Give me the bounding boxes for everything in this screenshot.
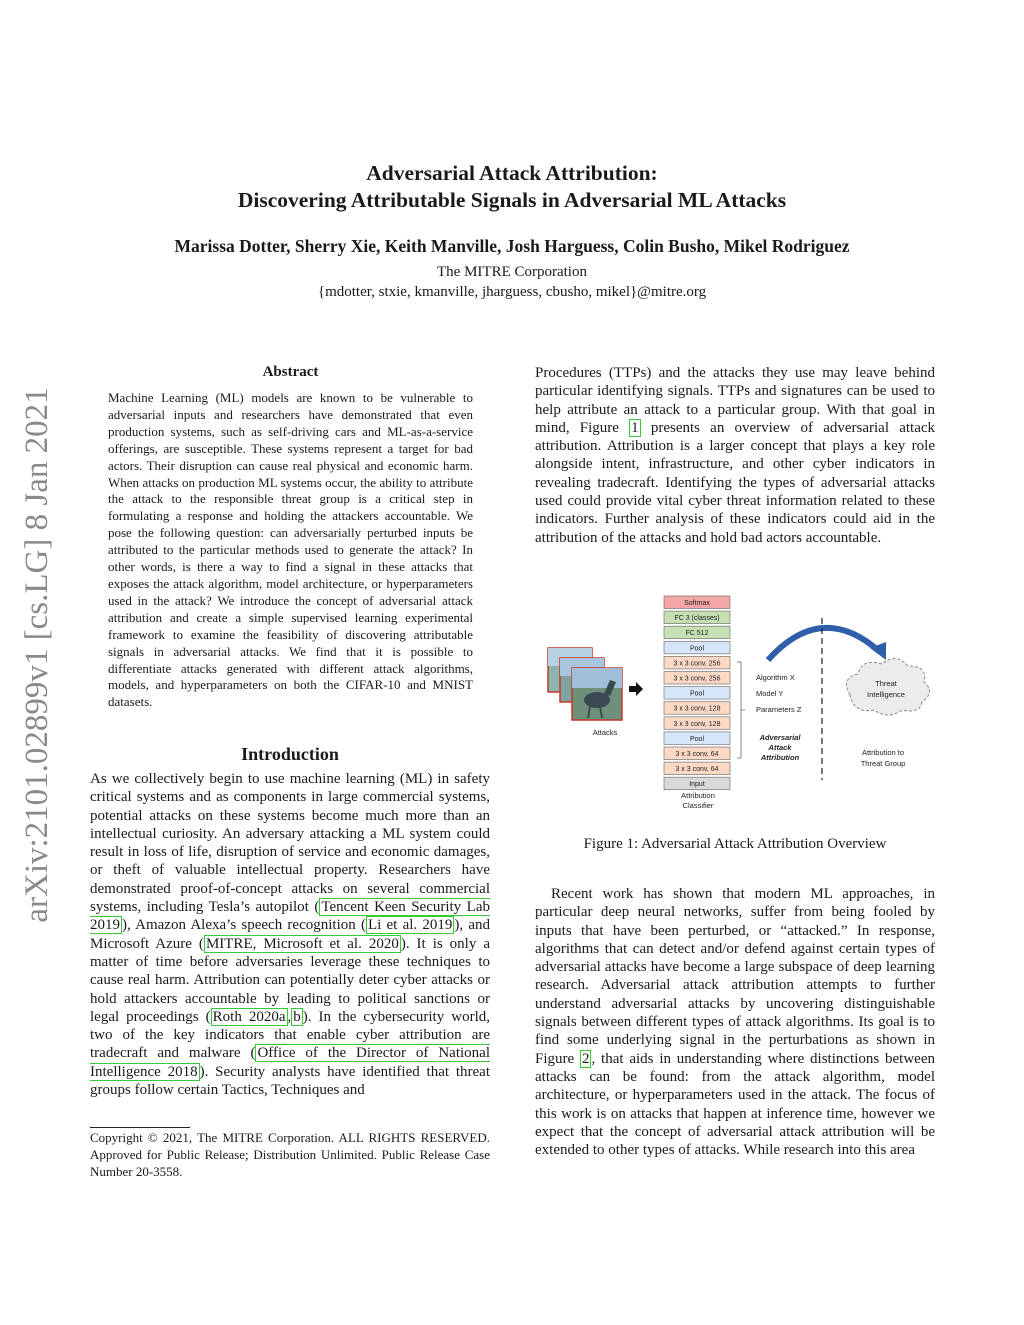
footnote-rule bbox=[90, 1127, 190, 1128]
affiliation-block bbox=[0, 262, 1024, 302]
layer-stack bbox=[664, 596, 730, 790]
intro-text: Procedures (TTPs) and the attacks they use may leave behind particular identifying signals. TTPs and signatures can be used to help attribute an attack to a particular group. With that goal in mind, Figure bbox=[535, 365, 935, 436]
intro-text: presents an overview of adversarial attack attribution. Attribution is a larger concept that plays a key role alongside intent, infrastructure, and other cyber indicators in revealing tradecraft. Identifying the types of adversarial attacks used could provide vital cyber threat information related to these indicators. Further analysis of these indicators could aid in the attribution of the attacks and hold bad actors accountable. bbox=[535, 419, 936, 546]
cloud-label-1: Threat bbox=[875, 679, 897, 688]
layer-label: FC 3 (classes) bbox=[674, 615, 720, 623]
layer-label: Pool bbox=[689, 645, 705, 653]
figure-link[interactable]: 1 bbox=[631, 419, 639, 436]
intro-paragraph-1 bbox=[90, 770, 490, 1099]
attr-label-2: Threat Group bbox=[860, 759, 906, 768]
attacks-label: Attacks bbox=[592, 728, 618, 737]
attr-label-1: Attribution to bbox=[861, 748, 905, 757]
abstract-heading: Abstract bbox=[262, 364, 319, 380]
algorithm-label bbox=[756, 673, 795, 682]
intro-text: , that aids in understanding where distinctions between attacks can be found: from the attack algorithm, model architecture, or hyperparameters used in the attack. The focus of this work is on attacks that happen at inference time, however we expect that the concept of adversarial attack attribution will be extended to other types of attacks. While research into this area bbox=[535, 1050, 935, 1159]
abstract-text: Machine Learning (ML) models are known to be vulnerable to adversarial inputs and researchers have demonstrated that even production systems, such as self-driving cars and ML-as-a-service offerings, are susceptible. These systems represent a target for bad actors. Their disruption can cause real physical and economic harm. When attacks on production ML systems occur, the ability to attribute the attack to the responsible threat group is a critical step in formulating a response and holding the attackers accountable. We pose the following question: can adversarially perturbed inputs be attributed to the particular methods used to generate the attack? In other words, is there a way to find a signal in these attacks that exposes the attack algorithm, model architecture, or hyperparameters used in the attack? We introduce the concept of adversarial attack attribution and create a simple supervised learning experimental framework to examine the feasibility of discovering attributable signals in adversarial attacks. We find that it is possible to differentiate attacks generated with different attack algorithms, models, and hyperparameters on both the CIFAR-10 and MNIST datasets. bbox=[108, 390, 473, 710]
aaa-label-2: Attack bbox=[768, 743, 792, 752]
layer-label: 3 x 3 conv, 256 bbox=[673, 660, 721, 668]
intro-text: , bbox=[287, 1008, 292, 1025]
layer-label: 3 x 3 conv, 128 bbox=[673, 705, 721, 713]
intro-text: Recent work has shown that modern ML approaches, in particular deep neural networks, suffer from being fooled by inputs that have been perturbed, or “attacked.” In response, algorithms that can detect and/or defend against certain types of adversarial attacks have become a large subspace of deep learning research. Adversarial attack attribution attempts to further understand adversarial attacks by uncovering distinguishable signals between different types of attack algorithms. Its goal is to find some underlying signal in the perturbations as shown in Figure bbox=[535, 886, 935, 1067]
intro-text: ). Security analysts have identified that threat groups follow certain Tactics, Techniques and bbox=[90, 1063, 491, 1099]
copyright-footnote: Copyright © 2021, The MITRE Corporation. ALL RIGHTS RESERVED. Approved for Public Release; Distribution Unlimited. Public Release Case Number 20-3558. bbox=[90, 1130, 490, 1179]
algorithm-text: Algorithm X bbox=[756, 673, 795, 682]
citation-link[interactable]: Li et al. 2019 bbox=[367, 917, 453, 934]
aaa-label-1: Adversarial bbox=[759, 733, 801, 742]
citation-link[interactable]: Office of the Director of National Intelligence 2018 bbox=[90, 1045, 490, 1080]
parameters-label: Parameters Z bbox=[756, 705, 802, 714]
intro-text: ). It is only a matter of time before adversaries leverage these techniques to cause real harm. Attribution can potentially deter cyber attacks or hold attackers accountable by leading to political sanctions or legal proceedings ( bbox=[90, 935, 490, 1025]
figure-caption: Figure 1: Adversarial Attack Attribution Overview bbox=[583, 836, 887, 852]
figure-link[interactable]: 2 bbox=[581, 1050, 590, 1067]
affiliation: The MITRE Corporation bbox=[437, 264, 587, 280]
layer-label: 3 x 3 conv, 64 bbox=[675, 751, 719, 758]
layer-label: Input bbox=[689, 781, 705, 789]
arxiv-stamp: arXiv:2101.02899v1 [cs.LG] 8 Jan 2021 bbox=[19, 387, 55, 923]
layer-label: 3 x 3 conv, 64 bbox=[675, 766, 719, 774]
citation-link[interactable]: Tencent Keen Security Lab 2019 bbox=[90, 899, 490, 934]
layer-label: 3 x 3 conv, 256 bbox=[673, 675, 721, 683]
intro-paragraph-1-continued bbox=[535, 364, 935, 547]
author-emails: {mdotter, stxie, kmanville, jharguess, cbusho, mikel}@mitre.org bbox=[317, 284, 707, 300]
layer-label: Softmax bbox=[684, 600, 710, 607]
title-line-1: Adversarial Attack Attribution: bbox=[366, 161, 658, 185]
paper-title bbox=[0, 160, 1024, 214]
intro-text: ), and Microsoft Azure ( bbox=[90, 917, 491, 952]
author-list: Marissa Dotter, Sherry Xie, Keith Manville, Josh Harguess, Colin Busho, Mikel Rodriguez bbox=[174, 236, 850, 256]
citation-link[interactable]: b bbox=[293, 1008, 301, 1025]
intro-text: As we collectively begin to use machine learning (ML) in safety critical systems and as components in large commercial systems, potential attacks on these systems become much more than an intellectual curiosity. An adversary attacking a ML system could result in loss of life, disruption of service and economic damages, or theft of valuable intellectual property. Researchers have demonstrated proof-of-concept attacks on several commercial systems, including Tesla’s autopilot ( bbox=[90, 771, 490, 916]
model-label: Model Y bbox=[756, 689, 784, 698]
intro-text: ). In the cybersecurity world, two of the key indicators that enable cyber attribution are tradecraft and malware ( bbox=[90, 1008, 490, 1062]
cloud-label-2: Intelligence bbox=[867, 690, 905, 699]
title-line-2: Discovering Attributable Signals in Adversarial ML Attacks bbox=[237, 188, 787, 212]
introduction-heading: Introduction bbox=[241, 744, 339, 764]
layer-label: 3 x 3 conv, 128 bbox=[673, 720, 721, 728]
arrow-icon bbox=[629, 682, 643, 696]
layer-label: Pool bbox=[689, 690, 705, 698]
attack-images bbox=[548, 648, 622, 720]
figure-1-diagram bbox=[540, 590, 940, 820]
layer-label: FC 512 bbox=[685, 630, 709, 638]
bracket bbox=[737, 662, 745, 758]
curved-arrow bbox=[768, 628, 880, 660]
citation-link[interactable]: MITRE, Microsoft et al. 2020 bbox=[205, 935, 399, 952]
aaa-label-3: Attribution bbox=[760, 753, 800, 762]
intro-text: ), Amazon Alexa’s speech recognition ( bbox=[122, 917, 366, 934]
intro-paragraph-2 bbox=[535, 885, 935, 1159]
citation-link[interactable]: Roth 2020a bbox=[212, 1008, 286, 1025]
classifier-label-1: Attribution bbox=[681, 791, 715, 800]
classifier-label-2: Classifier bbox=[682, 801, 714, 810]
layer-label: Pool bbox=[689, 735, 705, 743]
